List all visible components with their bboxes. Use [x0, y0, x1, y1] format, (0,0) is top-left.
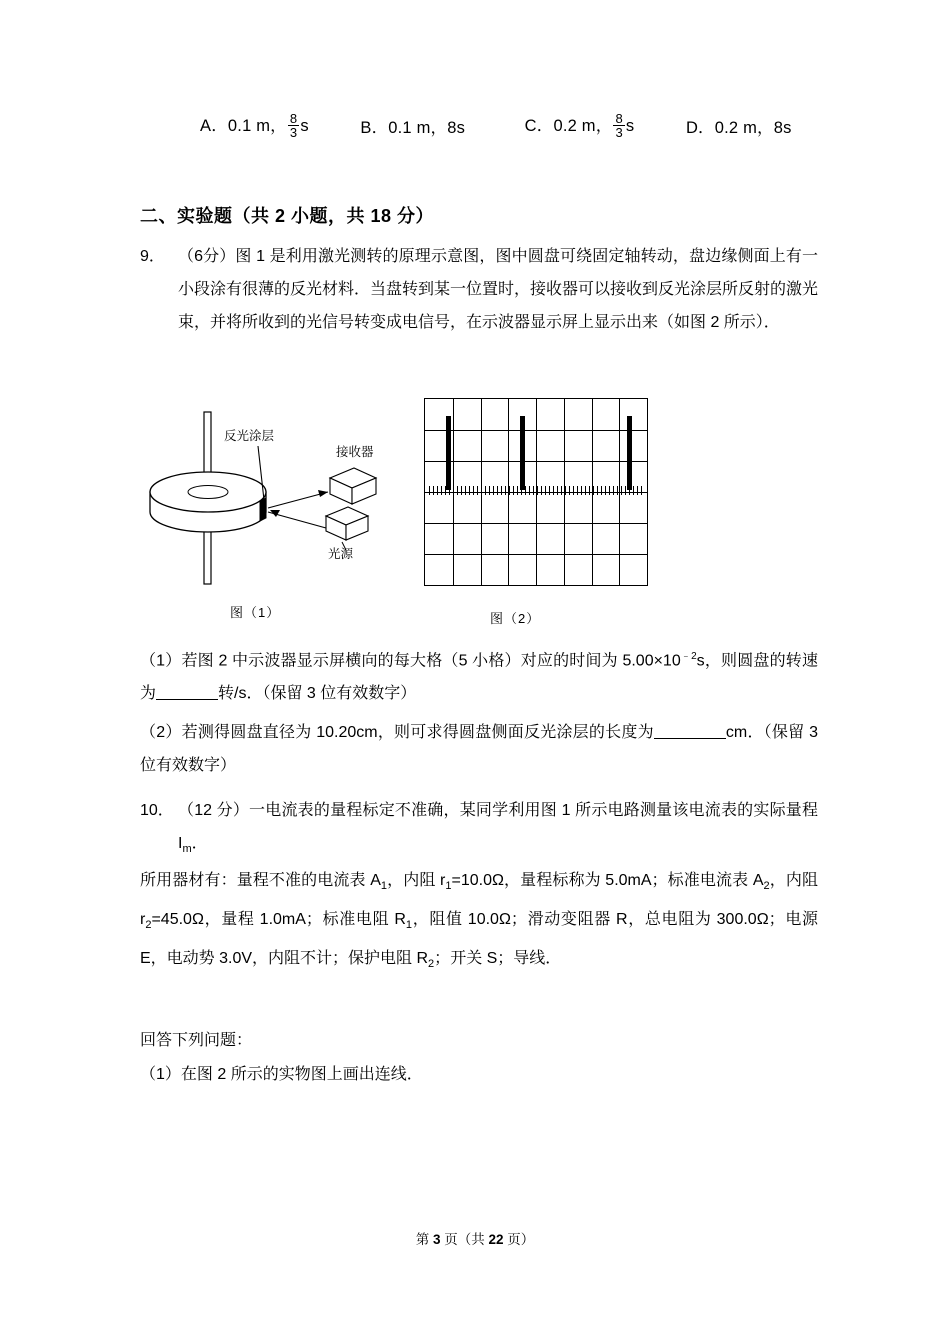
figure-2-trace-tick	[473, 486, 474, 495]
figure-2-pulse	[446, 416, 451, 490]
figure-2-trace-tick	[577, 486, 578, 495]
choice-b: B．0.1 m，8s	[360, 119, 466, 138]
answer-choices-row	[200, 112, 792, 141]
figure-2-trace-tick	[581, 486, 582, 495]
figure-2-trace-tick	[553, 486, 554, 495]
figure-2-pulse	[627, 416, 632, 490]
choice-c-unit: s	[625, 117, 635, 135]
q10-sub-a1: 1	[380, 880, 387, 893]
figure-2-trace-tick	[597, 486, 598, 495]
figure-2-trace-tick	[589, 486, 590, 495]
figure-2-gridline-horizontal	[425, 554, 647, 555]
figure-2-trace-tick	[509, 486, 510, 495]
footer-post: 页）	[507, 1232, 535, 1247]
q10-text-pre: （12 分）一电流表的量程标定不准确，某同学利用图 1 所示电路测量该电流表的实际量程 I	[178, 802, 818, 852]
figure-2-trace-tick	[569, 486, 570, 495]
figure-2-trace-tick	[641, 486, 642, 495]
q10-text-post: ．	[191, 835, 208, 852]
q10-sub-a2: 2	[763, 880, 770, 893]
figure-2-trace-tick	[633, 486, 634, 495]
figure-1-caption: 图（1）	[230, 605, 281, 620]
q10-sub-res1: 1	[405, 919, 413, 932]
figure-2-trace-tick	[625, 486, 626, 495]
figure-2-trace-tick	[565, 486, 566, 495]
q9-answer-blank-1[interactable]	[156, 685, 218, 700]
q10-equip-t3: ，内阻 r	[140, 872, 818, 929]
choice-a-unit: s	[300, 117, 309, 135]
q9-sub1-post: 转/s．（保留 3 位有效数字）	[218, 685, 417, 703]
question-9-number: 9．	[140, 248, 165, 265]
figure-2-trace-tick	[621, 486, 622, 495]
figure-1-label-receiver: 接收器	[336, 445, 374, 459]
figure-2-trace-tick	[437, 486, 438, 495]
figure-2-trace-tick	[529, 486, 530, 495]
section-heading: 二、实验题（共 2 小题，共 18 分）	[140, 206, 435, 226]
figure-2-trace-tick	[477, 486, 478, 495]
figure-1-label-source: 光源	[328, 547, 354, 561]
figure-2-trace-tick	[605, 486, 606, 495]
q9-answer-blank-2[interactable]	[654, 724, 726, 739]
q9-sub1-pre: （1）若图 2 中示波器显示屏横向的每大格（5 小格）对应的时间为 5.00×10	[140, 652, 681, 670]
figure-2-trace-tick	[497, 486, 498, 495]
choice-c	[525, 112, 635, 141]
figure-2-gridline-horizontal	[425, 461, 647, 462]
q10-equip-t7: ；	[434, 950, 451, 968]
question-10-number: 10．	[140, 802, 174, 819]
footer-page-number: 3	[432, 1232, 441, 1247]
q10-equip-t5: ，阻值 10.0Ω；滑动变	[412, 911, 578, 929]
question-10-sub-1: （1）在图 2 所示的实物图上画出连线．	[140, 1066, 423, 1083]
figure-1-label-coating: 反光涂层	[224, 429, 275, 443]
figure-2-trace-tick	[545, 486, 546, 495]
figure-2-trace-tick	[457, 486, 458, 495]
figure-2-trace-tick	[493, 486, 494, 495]
choice-c-fraction	[613, 112, 624, 140]
figure-2-trace-tick	[441, 486, 442, 495]
q10-equip-t1: ，内阻 r	[387, 872, 446, 889]
figure-2-trace-tick	[485, 486, 486, 495]
choice-a-denominator: 3	[289, 125, 298, 141]
choice-c-label: C．0.2 m，	[524, 117, 613, 135]
question-9-sub-2	[140, 716, 818, 782]
figure-2-trace-tick	[461, 486, 462, 495]
figure-2-trace-tick	[637, 486, 638, 495]
choice-c-numerator: 8	[615, 110, 623, 126]
figure-2-trace-tick	[537, 486, 538, 495]
figure-2-trace-tick	[609, 486, 610, 495]
q9-sub2-post: cm．（保留 3 位有效数字）	[140, 724, 818, 774]
q10-equip-t8: 开关 S；导线．	[450, 950, 562, 968]
q10-sub-res2: 2	[428, 958, 435, 971]
figure-2-trace-tick	[505, 486, 506, 495]
footer-pre: 第	[415, 1232, 430, 1247]
figure-1-svg	[140, 400, 410, 600]
figure-2-trace-tick	[617, 486, 618, 495]
figure-2-trace-tick	[517, 486, 518, 495]
figure-2-trace-tick	[469, 486, 470, 495]
figure-1-disc-diagram	[140, 400, 410, 630]
figure-2-pulse	[520, 416, 525, 490]
figure-2-trace-tick	[613, 486, 614, 495]
figure-2-trace-tick	[593, 486, 594, 495]
question-9-sub-1	[140, 640, 818, 710]
q10-equip-t2: =10.0Ω，量程标称为 5.0mA；标准电流表 A	[451, 872, 764, 889]
q9-sub1-exponent: ﹣2	[680, 651, 697, 662]
figure-2-gridline-horizontal	[425, 430, 647, 431]
choice-a-label: A．0.1 m，	[200, 117, 287, 135]
page-footer	[0, 1228, 950, 1248]
choice-a	[200, 112, 309, 141]
footer-mid: 页（共	[444, 1232, 485, 1247]
q9-sub2-pre: （2）若测得圆盘直径为 10.20cm，则可求得圆盘侧面反光涂层的长度为	[140, 724, 654, 741]
figure-2-trace-tick	[481, 486, 482, 495]
choice-d: D．0.2 m，8s	[685, 119, 792, 138]
figure-2-trace-tick	[585, 486, 586, 495]
figure-2-trace-tick	[453, 486, 454, 495]
figure-2-gridline-horizontal	[425, 523, 647, 524]
figure-2-trace-tick	[549, 486, 550, 495]
figure-2-trace-tick	[433, 486, 434, 495]
footer-total-pages: 22	[488, 1232, 504, 1247]
figure-2-oscilloscope	[424, 398, 648, 586]
question-9-text: （6分）图 1 是利用激光测转的原理示意图，图中圆盘可绕固定轴转动，盘边缘侧面上有一小段涂有很薄的反光材料．当盘转到某一位置时，接收器可以接收到反光涂层所反射的激光束，并将所收到的光信号转变成电信号，在示波器显示屏上显示出来（如图 2 所示）．	[178, 248, 819, 331]
choice-a-fraction	[288, 112, 299, 140]
figure-2-trace-tick	[557, 486, 558, 495]
figure-2-trace-tick	[561, 486, 562, 495]
figure-2-trace-tick	[501, 486, 502, 495]
q10-sub-r1: 1	[445, 880, 452, 893]
q10-equip-t4: =45.0Ω，量程 1.0mA；标准电阻 R	[151, 911, 406, 929]
question-10-text	[178, 794, 818, 866]
figure-2-trace-tick	[465, 486, 466, 495]
figure-2-trace-tick	[573, 486, 574, 495]
figure-2-trace-tick	[429, 486, 430, 495]
q10-sub-r2: 2	[145, 919, 152, 932]
question-10-answer-prompt: 回答下列问题：	[140, 1032, 253, 1049]
figure-2-trace-tick	[533, 486, 534, 495]
figure-2-caption: 图（2）	[490, 611, 541, 626]
figure-2-signal-trace	[425, 486, 647, 496]
figure-2-trace-tick	[601, 486, 602, 495]
question-10-equipment-list	[140, 864, 818, 982]
figure-2-trace-tick	[513, 486, 514, 495]
figure-2-trace-tick	[489, 486, 490, 495]
q9-sub1-mid: s，则圆盘的转速为	[140, 652, 818, 703]
q10-text-subscript: m	[182, 843, 192, 856]
figure-2-trace-tick	[541, 486, 542, 495]
choice-c-denominator: 3	[615, 125, 623, 141]
choice-a-numerator: 8	[289, 110, 298, 126]
q10-equip-lead: 所用器材有：量程不准的电流表 A	[140, 872, 381, 889]
q10-equip-t6: 阻器 R，总电阻为 300.0Ω；电源 E，电动势 3.0V，内阻不计；保护电阻 R	[140, 911, 818, 968]
